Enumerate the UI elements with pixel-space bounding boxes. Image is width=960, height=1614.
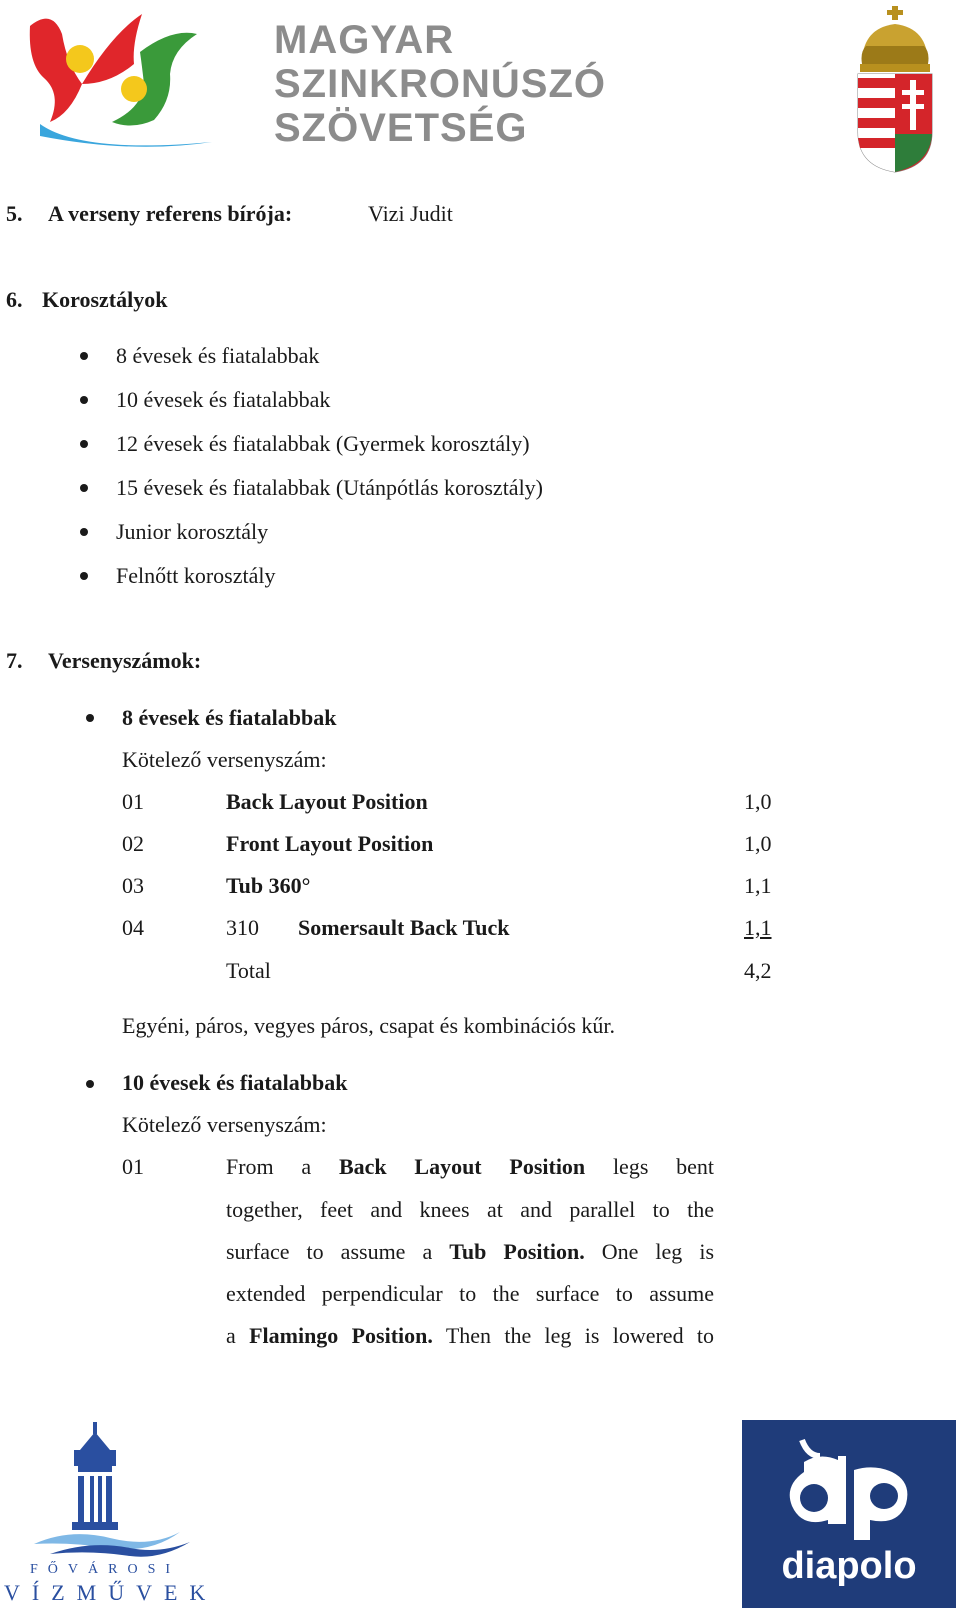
age-group-item: 12 évesek és fiatalabbak (Gyermek korosztály) xyxy=(116,431,530,456)
figure-dd: 1,0 xyxy=(744,831,772,856)
figure-name: Tub 360° xyxy=(226,873,311,898)
org-name-line-1: MAGYAR xyxy=(274,18,455,62)
hungarian-crest-icon xyxy=(852,6,938,174)
total-label: Total xyxy=(226,958,271,983)
section-7-title: Versenyszámok: xyxy=(48,648,202,673)
figure-number: 01 xyxy=(122,789,144,814)
figure-number: 02 xyxy=(122,831,144,856)
group-1-subtitle: Kötelező versenyszám: xyxy=(122,747,327,772)
vizmuvek-logo xyxy=(4,1420,218,1608)
figure-description-line: extended perpendicular to the surface to assume xyxy=(226,1281,714,1306)
age-group-item: 10 évesek és fiatalabbak xyxy=(116,387,331,412)
vizmuvek-bottom-text: VÍZMŰVEK xyxy=(4,1580,218,1605)
figure-number: 01 xyxy=(122,1154,144,1179)
group-2-title: 10 évesek és fiatalabbak xyxy=(122,1070,348,1095)
section-6-title: Korosztályok xyxy=(42,287,168,312)
group-2-subtitle: Kötelező versenyszám: xyxy=(122,1112,327,1137)
bullet-icon xyxy=(86,714,94,722)
diapolo-logo xyxy=(742,1420,956,1608)
figure-name: Front Layout Position xyxy=(226,831,434,856)
referee-name: Vizi Judit xyxy=(368,201,453,226)
org-name-line-3: SZÖVETSÉG xyxy=(274,106,528,150)
water-tower-icon xyxy=(30,1420,200,1560)
figure-dd: 1,1 xyxy=(744,915,772,940)
age-group-item: 15 évesek és fiatalabbak (Utánpótlás korosztály) xyxy=(116,475,544,500)
section-5-label: A verseny referens bírója: xyxy=(48,201,293,226)
figure-dd: 1,1 xyxy=(744,873,772,898)
diapolo-mark-icon xyxy=(742,1420,956,1608)
figure-name: Somersault Back Tuck xyxy=(298,915,510,940)
bullet-icon xyxy=(86,1080,94,1088)
figure-dd: 1,0 xyxy=(744,789,772,814)
bullet-icon xyxy=(80,352,88,360)
figure-number: 03 xyxy=(122,873,144,898)
msz-logo xyxy=(22,4,222,162)
bullet-icon xyxy=(80,440,88,448)
section-5-number: 5. xyxy=(6,201,23,226)
bullet-icon xyxy=(80,528,88,536)
vizmuvek-top-text: FŐVÁROSI xyxy=(30,1562,181,1577)
total-value: 4,2 xyxy=(744,958,772,983)
figure-code: 310 xyxy=(226,915,259,940)
figure-name: Back Layout Position xyxy=(226,789,428,814)
section-7-number: 7. xyxy=(6,648,23,673)
figure-number: 04 xyxy=(122,915,144,940)
group-1-title: 8 évesek és fiatalabbak xyxy=(122,705,337,730)
figure-description-line: From a Back Layout Position legs bent xyxy=(226,1154,715,1179)
age-group-item: Felnőtt korosztály xyxy=(116,563,276,588)
age-group-item: Junior korosztály xyxy=(116,519,269,544)
section-6-number: 6. xyxy=(6,287,23,312)
org-name-line-2: SZINKRONÚSZÓ xyxy=(274,62,606,106)
age-group-item: 8 évesek és fiatalabbak xyxy=(116,343,320,368)
bullet-icon xyxy=(80,572,88,580)
bullet-icon xyxy=(80,484,88,492)
figure-description-line: surface to assume a Tub Position. One leg is xyxy=(226,1239,715,1264)
bullet-icon xyxy=(80,396,88,404)
figure-description-line: together, feet and knees at and parallel to the xyxy=(226,1197,714,1222)
diapolo-text: diapolo xyxy=(781,1545,917,1587)
figure-description-line: a Flamingo Position. Then the leg is lowered to xyxy=(226,1323,714,1348)
group-1-events: Egyéni, páros, vegyes páros, csapat és kombinációs kűr. xyxy=(122,1013,616,1038)
